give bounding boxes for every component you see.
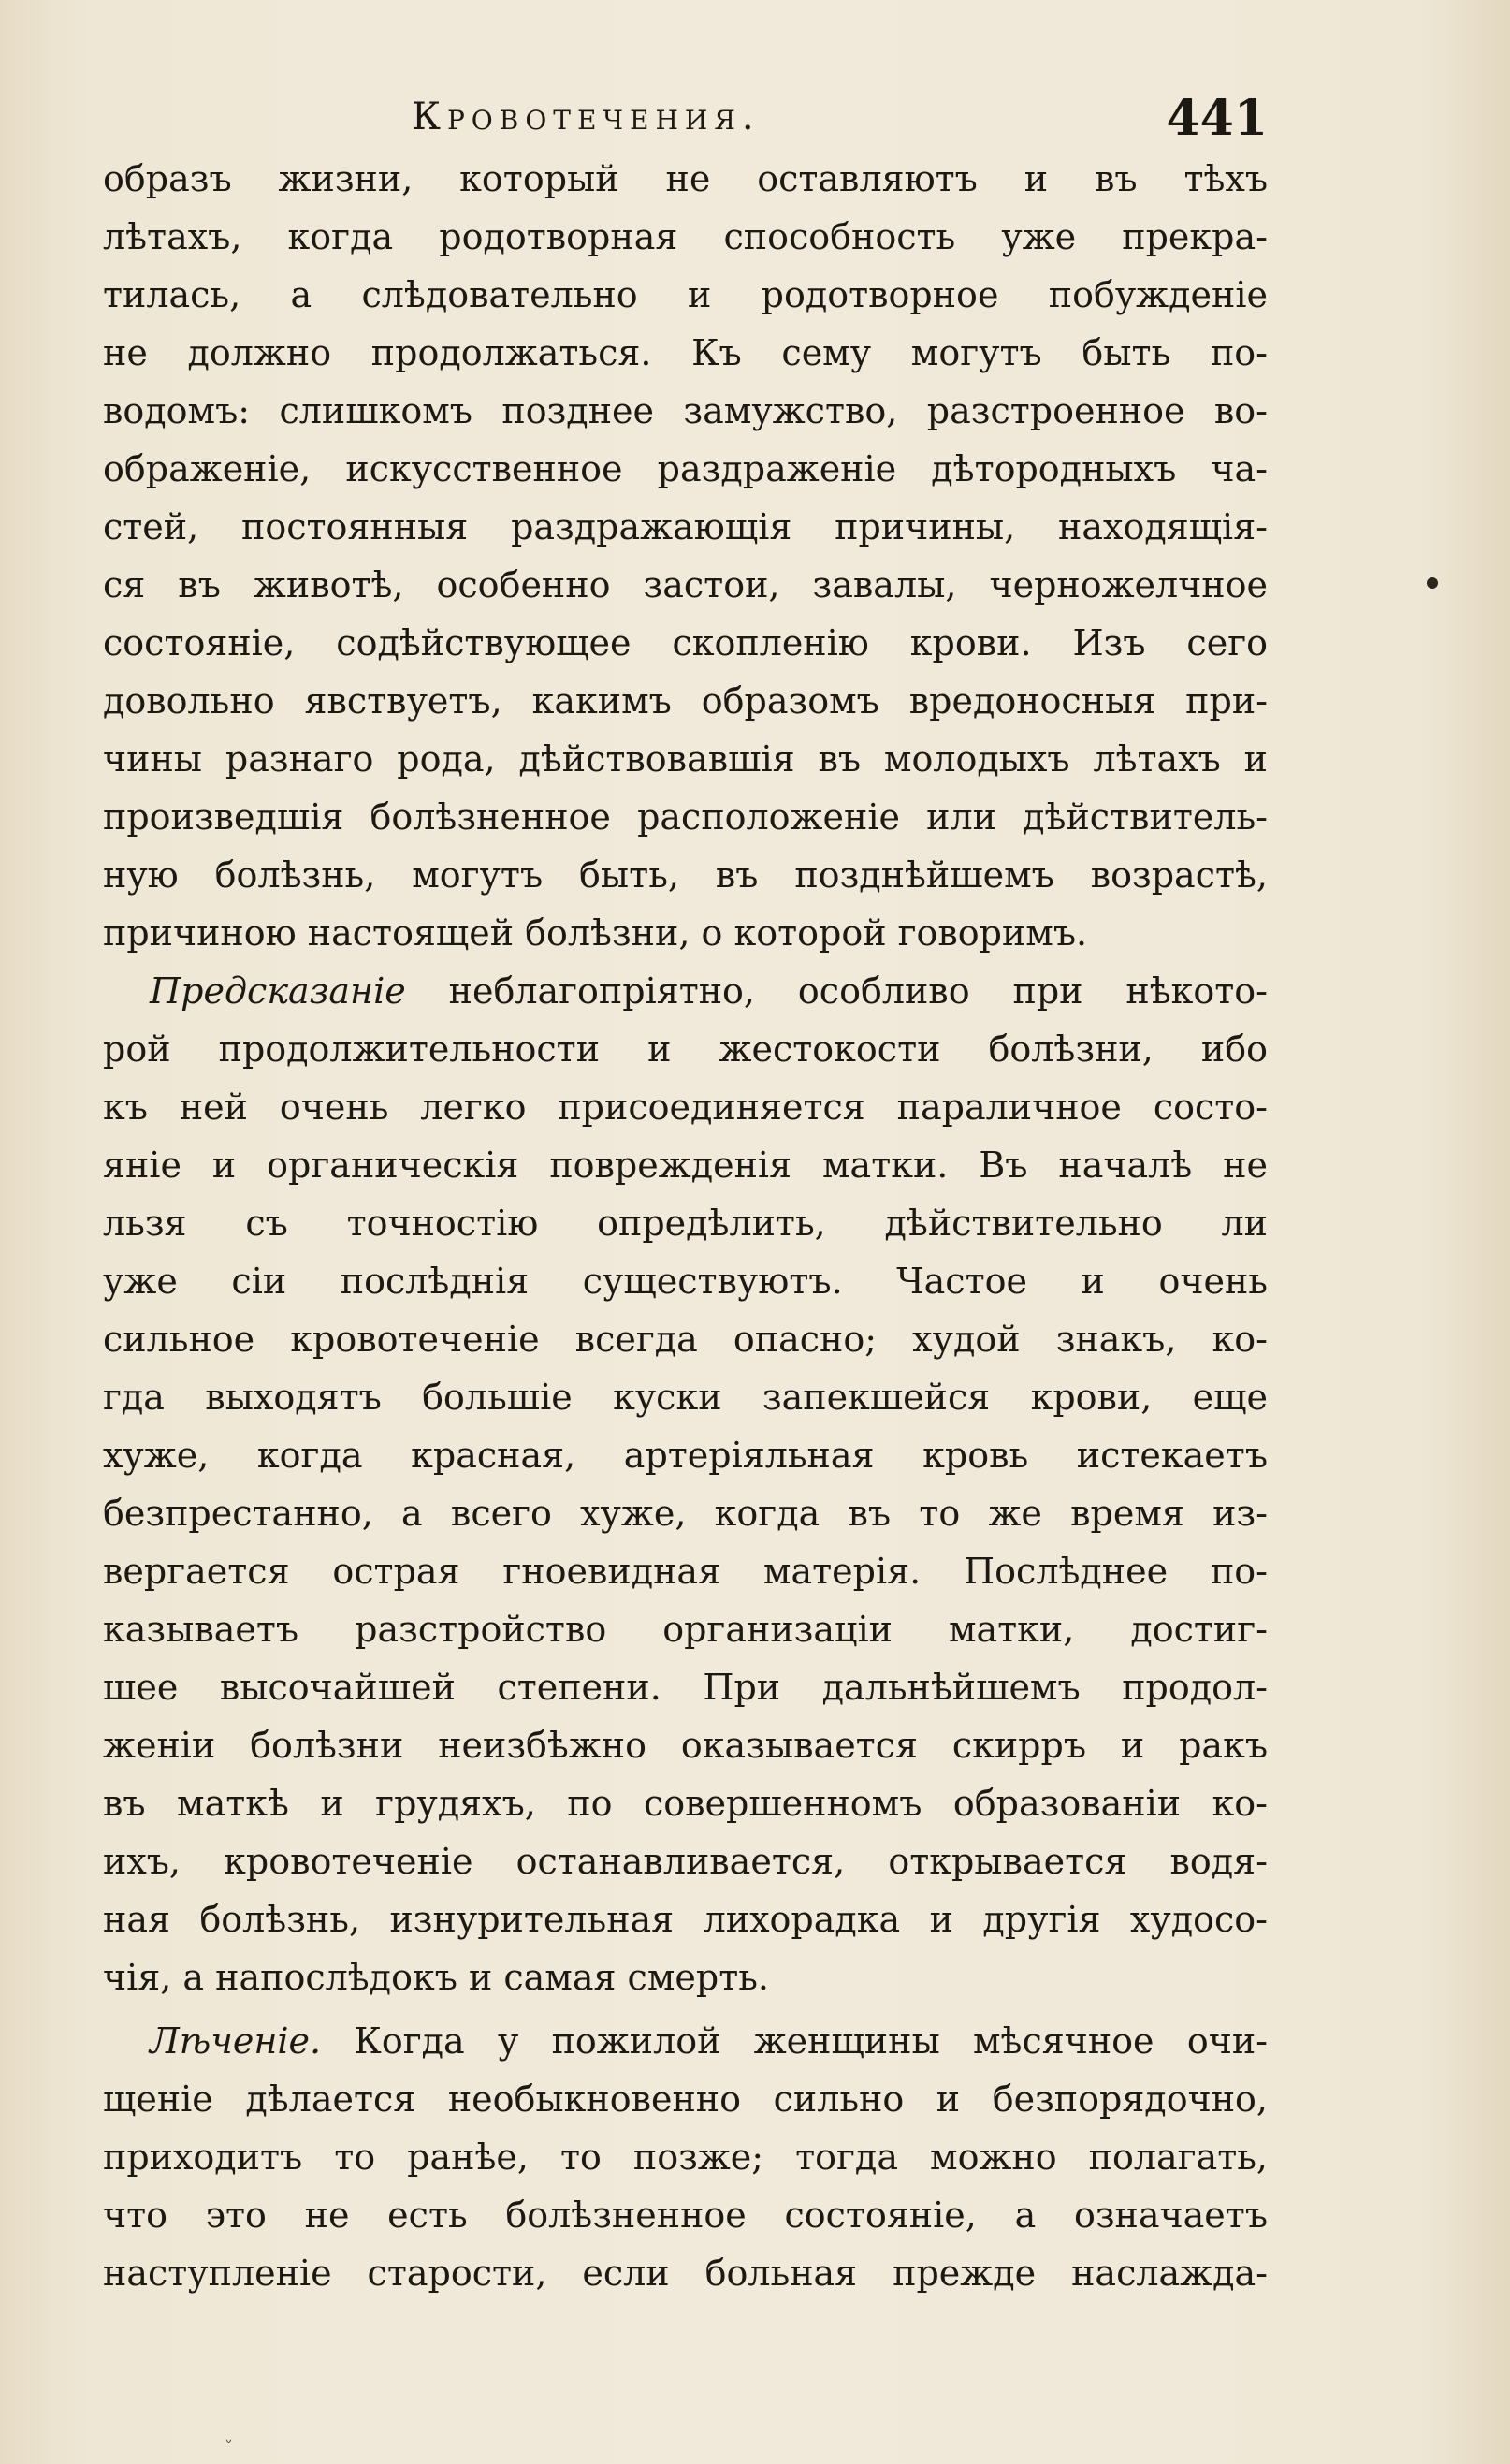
section-heading-prognosis: Предсказаніе (150, 970, 406, 1012)
text-line: водомъ: слишкомъ позднее замужство, разстроенное во- (103, 390, 1268, 431)
margin-ink-dot (1427, 577, 1438, 589)
page-number: 441 (1166, 90, 1268, 147)
paragraph-first-line (103, 2012, 1268, 2070)
text-line: ся въ животѣ, особенно застои, завалы, черножелчное (103, 564, 1268, 605)
text-line: лѣтахъ, когда родотворная способность уже прекра- (103, 216, 1268, 257)
text-line: чія, а напослѣдокъ и самая смерть. (103, 1957, 769, 1998)
text-line: безпрестанно, а всего хуже, когда въ то же время из- (103, 1493, 1268, 1534)
text-line: къ ней очень легко присоединяется параличное состо- (103, 1086, 1268, 1128)
text-line: рой продолжительности и жестокости болѣзни, ибо (103, 1028, 1268, 1070)
text-line: женіи болѣзни неизбѣжно оказывается скирръ и ракъ (103, 1725, 1268, 1766)
text-line: вергается острая гноевидная матерія. Послѣднее по- (103, 1551, 1268, 1592)
text-line: шее высочайшей степени. При дальнѣйшемъ продол- (103, 1667, 1268, 1708)
text-line: сильное кровотеченіе всегда опасно; худой знакъ, ко- (103, 1319, 1268, 1360)
text-run: неблагопріятно, особливо при нѣкото- (405, 970, 1268, 1012)
text-line: что это не есть болѣзненное состояніе, а означаетъ (103, 2194, 1268, 2236)
text-line: наступленіе старости, если больная прежде наслажда- (103, 2253, 1268, 2294)
text-line: довольно явствуетъ, какимъ образомъ вредоносныя при- (103, 680, 1268, 722)
body-text (103, 150, 1268, 2302)
ink-speck: ˅ (225, 2438, 233, 2457)
text-line: тилась, а слѣдовательно и родотворное побужденіе (103, 274, 1268, 315)
text-line: стей, постоянныя раздражающія причины, находящія- (103, 506, 1268, 547)
text-line: ихъ, кровотеченіе останавливается, открывается водя- (103, 1841, 1268, 1882)
text-run: Когда у пожилой женщины мѣсячное очи- (321, 2020, 1268, 2062)
text-line: ображеніе, искусственное раздраженіе дѣтородныхъ ча- (103, 448, 1268, 489)
text-line: казываетъ разстройство организаціи матки, достиг- (103, 1609, 1268, 1650)
text-line: хуже, когда красная, артеріяльная кровь истекаетъ (103, 1435, 1268, 1476)
page-header (103, 90, 1268, 155)
running-head: Кровотечения. (412, 95, 761, 139)
text-line: уже сіи послѣднія существуютъ. Частое и очень (103, 1261, 1268, 1302)
text-line: ная болѣзнь, изнурительная лихорадка и другія худосо- (103, 1899, 1268, 1940)
text-line: причиною настоящей болѣзни, о которой говоримъ. (103, 912, 1088, 954)
text-line: приходитъ то ранѣе, то позже; тогда можно полагать, (103, 2136, 1268, 2178)
text-line: не должно продолжаться. Къ сему могутъ быть по- (103, 332, 1268, 373)
text-line: льзя съ точностію опредѣлить, дѣйствительно ли (103, 1203, 1268, 1244)
text-line: ную болѣзнь, могутъ быть, въ позднѣйшемъ возрастѣ, (103, 854, 1268, 896)
text-line: состояніе, содѣйствующее скопленію крови. Изъ сего (103, 622, 1268, 663)
paragraph-first-line (103, 962, 1268, 1020)
text-line: щеніе дѣлается необыкновенно сильно и безпорядочно, (103, 2078, 1268, 2120)
text-line: образъ жизни, который не оставляютъ и въ тѣхъ (103, 158, 1268, 199)
text-line: произведшія болѣзненное расположеніе или дѣйствитель- (103, 796, 1268, 838)
text-line: гда выходятъ большіе куски запекшейся крови, еще (103, 1377, 1268, 1418)
text-line: яніе и органическія поврежденія матки. Въ началѣ не (103, 1145, 1268, 1186)
text-line: въ маткѣ и грудяхъ, по совершенномъ образованіи ко- (103, 1783, 1268, 1824)
text-line: чины разнаго рода, дѣйствовавшія въ молодыхъ лѣтахъ и (103, 738, 1268, 780)
section-heading-treatment: Лѣченіе. (150, 2020, 322, 2062)
